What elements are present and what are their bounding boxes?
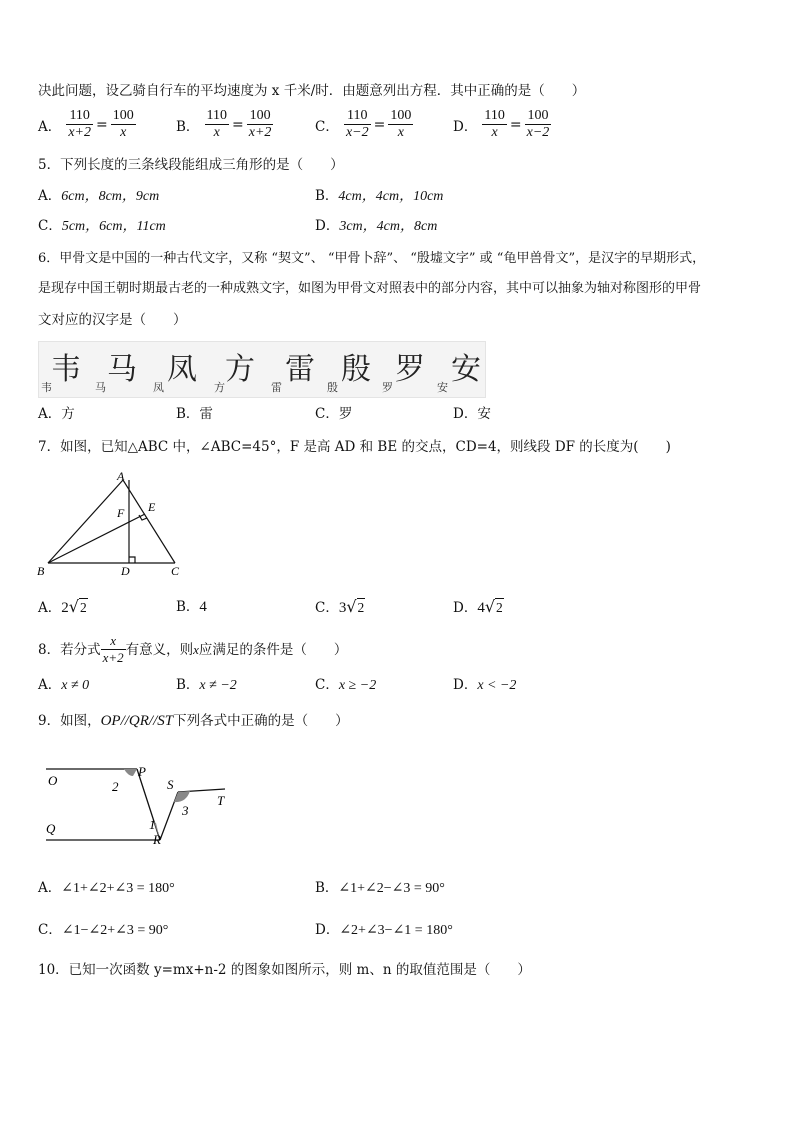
q5-option-c[interactable]: C．5cm，6cm，11cm xyxy=(38,218,166,234)
glyph-caption: 雷 xyxy=(271,381,282,394)
label-s: S xyxy=(167,777,174,792)
q8-stem: 8．若分式 $\frac{x}{x+2}$ 有意义，则x应满足的条件是（ ） xyxy=(38,633,348,665)
q5-option-b[interactable]: B．4cm，4cm，10cm xyxy=(315,188,444,204)
glyph-caption: 凤 xyxy=(153,381,164,394)
glyph-ma: 马 xyxy=(107,352,137,387)
label-angle-2: 2 xyxy=(112,779,119,794)
glyph-caption: 韦 xyxy=(41,381,52,394)
q5-stem: 5．下列长度的三条线段能组成三角形的是（ ） xyxy=(38,157,344,173)
label-q: Q xyxy=(46,821,56,836)
q5-option-a[interactable]: A．6cm，8cm，9cm xyxy=(38,188,160,204)
label-angle-3: 3 xyxy=(182,803,189,818)
triangle-figure xyxy=(34,470,194,580)
fraction: $\frac{110}{x}$ xyxy=(484,108,505,140)
q8-option-c[interactable]: C．x ≥ −2 xyxy=(315,677,377,693)
label-a: A xyxy=(117,470,125,483)
glyph-yin: 殷 xyxy=(341,352,371,387)
q8-option-a[interactable]: A．x ≠ 0 xyxy=(38,677,90,693)
q9-option-b[interactable]: B．∠1+∠2−∠3 = 90° xyxy=(315,880,445,896)
fraction: $\frac{100}{x-2}$ xyxy=(526,108,550,140)
label-c: C xyxy=(171,564,180,578)
q4-option-d[interactable]: D． $\frac{110}{x}$ = $\frac{100}{x-2}$ xyxy=(453,108,550,140)
label-e: E xyxy=(148,500,156,514)
q6-stem-line3: 文对应的汉字是（ ） xyxy=(38,312,187,328)
q5-option-d[interactable]: D．3cm，4cm，8cm xyxy=(315,218,438,234)
q9-option-c[interactable]: C．∠1−∠2+∠3 = 90° xyxy=(38,922,169,938)
q9-stem: 9．如图，OP//QR//ST下列各式中正确的是（ ） xyxy=(38,713,349,729)
glyph-wei: 韦 xyxy=(51,352,81,387)
q7-option-a[interactable]: A．2√2 xyxy=(38,597,87,616)
fraction: $\frac{100}{x}$ xyxy=(390,108,412,140)
q4-option-b[interactable]: B． $\frac{110}{x}$ = $\frac{100}{x+2}$ xyxy=(176,108,272,140)
q6-option-b[interactable]: B．雷 xyxy=(176,406,213,422)
label-angle-1: 1 xyxy=(149,817,156,832)
glyph-feng: 凤 xyxy=(167,352,197,387)
q7-option-b[interactable]: B．4 xyxy=(176,599,207,615)
q7-option-d[interactable]: D．4√2 xyxy=(453,597,503,616)
angle-2-mark xyxy=(124,769,137,776)
oracle-bone-chart xyxy=(38,341,486,398)
q6-option-c[interactable]: C．罗 xyxy=(315,406,353,422)
label-p: P xyxy=(138,764,146,779)
q6-option-d[interactable]: D．安 xyxy=(453,406,491,422)
fraction: $\frac{110}{x-2}$ xyxy=(345,108,369,140)
q7-stem: 7．如图，已知△ABC 中，∠ABC=45°，F 是高 AD 和 BE 的交点，CD=4，则线段 DF 的长度为( ) xyxy=(38,439,671,455)
fraction: $\frac{110}{x}$ xyxy=(206,108,227,140)
q4-stem: 决此问题，设乙骑自行车的平均速度为 x 千米/时．由题意列出方程．其中正确的是（ ） xyxy=(38,83,586,99)
glyph-caption: 安 xyxy=(437,381,448,394)
label-f: F xyxy=(117,506,125,520)
q6-stem-line2: 是现存中国王朝时期最古老的一种成熟文字，如图为甲骨文对照表中的部分内容，其中可以抽象为轴对称图形的甲骨 xyxy=(38,281,702,296)
parallel-lines-figure xyxy=(40,760,245,852)
glyph-caption: 殷 xyxy=(327,381,338,394)
q4-option-a[interactable]: A． $\frac{110}{x+2}$ = $\frac{100}{x}$ xyxy=(38,108,134,140)
label-d: D xyxy=(121,564,130,578)
q4-option-c[interactable]: C． $\frac{110}{x-2}$ = $\frac{100}{x}$ xyxy=(315,108,412,140)
label-r: R xyxy=(153,832,161,847)
label-t: T xyxy=(217,793,225,808)
angle-3-mark xyxy=(174,791,190,802)
q8-option-b[interactable]: B．x ≠ −2 xyxy=(176,677,237,693)
fraction: $\frac{x}{x+2}$ xyxy=(102,633,124,665)
glyph-caption: 罗 xyxy=(382,381,393,394)
label-o: O xyxy=(48,773,58,788)
q6-option-a[interactable]: A．方 xyxy=(38,406,75,422)
q10-stem: 10．已知一次函数 y=mx+n-2 的图象如图所示，则 m、n 的取值范围是（ ） xyxy=(38,962,531,978)
q9-option-a[interactable]: A．∠1+∠2+∠3 = 180° xyxy=(38,880,175,896)
q6-stem-line1: 6．甲骨文是中国的一种古代文字，又称 “契文”、 “甲骨卜辞”、 “殷墟文字” 或 “龟甲兽骨文”，是汉字的早期形式， xyxy=(38,251,706,266)
label-b: B xyxy=(37,564,45,578)
glyph-an: 安 xyxy=(451,352,481,387)
fraction: $\frac{100}{x+2}$ xyxy=(248,108,272,140)
q8-option-d[interactable]: D．x < −2 xyxy=(453,677,517,693)
glyph-caption: 方 xyxy=(214,381,225,394)
fraction: $\frac{100}{x}$ xyxy=(112,108,134,140)
fraction: $\frac{110}{x+2}$ xyxy=(68,108,92,140)
glyph-caption: 马 xyxy=(95,381,106,394)
side-ab xyxy=(48,480,123,563)
altitude-be xyxy=(48,514,145,563)
glyph-lei: 雷 xyxy=(285,352,315,387)
q9-option-d[interactable]: D．∠2+∠3−∠1 = 180° xyxy=(315,922,453,938)
glyph-fang: 方 xyxy=(225,352,255,387)
q7-option-c[interactable]: C．3√2 xyxy=(315,597,365,616)
right-angle-d xyxy=(129,557,135,563)
glyph-luo: 罗 xyxy=(395,352,425,387)
